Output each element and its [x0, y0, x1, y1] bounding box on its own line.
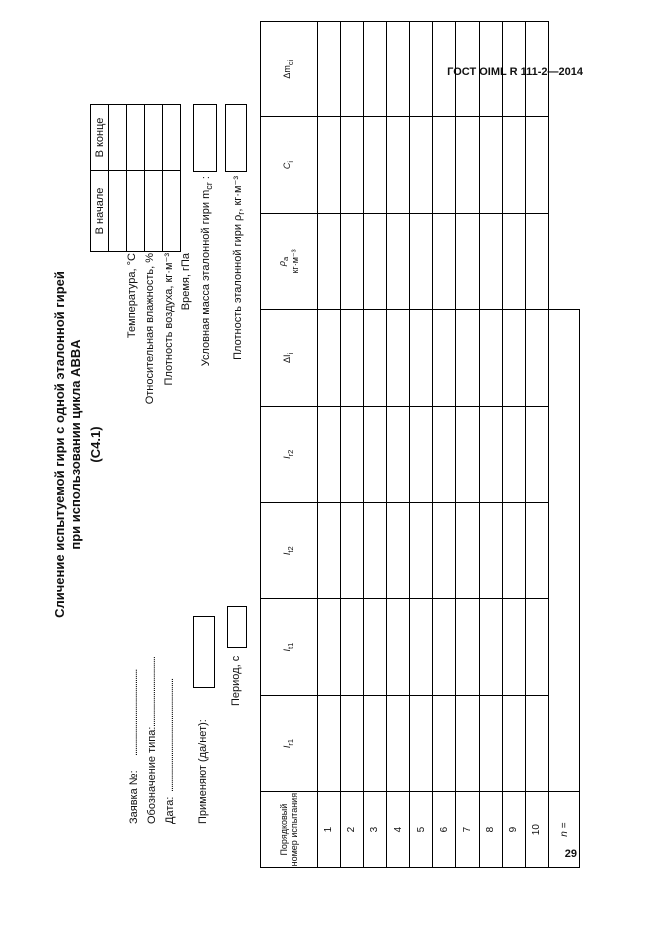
cell[interactable]	[317, 310, 340, 406]
applied-input[interactable]	[193, 616, 215, 688]
period-label: Период, с	[230, 655, 242, 706]
ref-density-label: Плотность эталонной гири $\rho_r$, кг·м⁻³	[232, 176, 247, 360]
row-number: 8	[479, 792, 502, 868]
header-delta-i: $\Delta I_i$	[261, 310, 318, 406]
cell[interactable]	[317, 406, 340, 502]
cell[interactable]	[363, 117, 386, 213]
cell[interactable]	[410, 117, 433, 213]
type-designation-field[interactable]: ..................................	[146, 657, 158, 727]
cell[interactable]	[387, 599, 410, 695]
cell[interactable]	[525, 310, 548, 406]
row-number: 5	[410, 792, 433, 868]
cell[interactable]	[456, 695, 479, 791]
header-rho-a: $\rho_a$ кг·м⁻³	[261, 213, 318, 309]
cell[interactable]	[387, 695, 410, 791]
cell[interactable]	[410, 406, 433, 502]
cell[interactable]	[387, 310, 410, 406]
cell[interactable]	[525, 695, 548, 791]
row-number: 7	[456, 792, 479, 868]
n-count-label: n =	[549, 792, 580, 868]
col-end-header: В конце	[91, 105, 109, 171]
row-number: 3	[363, 792, 386, 868]
air-density-end[interactable]	[145, 105, 163, 171]
cell[interactable]	[317, 695, 340, 791]
cell[interactable]	[410, 695, 433, 791]
temperature-start[interactable]	[109, 171, 127, 252]
cell[interactable]	[456, 502, 479, 598]
cell[interactable]	[363, 406, 386, 502]
cell[interactable]	[525, 599, 548, 695]
cell[interactable]	[433, 599, 456, 695]
cell[interactable]	[387, 406, 410, 502]
row-number: 6	[433, 792, 456, 868]
row-number: 9	[502, 792, 525, 868]
cell[interactable]	[525, 22, 548, 117]
page-number: 29	[564, 848, 577, 860]
cell[interactable]	[340, 310, 363, 406]
cell[interactable]	[525, 406, 548, 502]
title-line-2: при использовании цикла ABBA	[68, 339, 83, 550]
standard-header: ГОСТ OIML R 111-2—2014	[447, 66, 583, 78]
header-it1: $I_{t1}$	[261, 599, 318, 695]
cell[interactable]	[340, 117, 363, 213]
cell[interactable]	[410, 599, 433, 695]
cell[interactable]	[363, 310, 386, 406]
cell[interactable]	[387, 502, 410, 598]
cell[interactable]	[410, 22, 433, 117]
rotated-form	[40, 21, 580, 868]
cell[interactable]	[340, 695, 363, 791]
cell[interactable]	[387, 117, 410, 213]
ref-mass-input[interactable]	[193, 104, 217, 172]
humidity-label: Относительная влажность, %	[144, 253, 156, 405]
cell[interactable]	[340, 599, 363, 695]
cell[interactable]	[340, 502, 363, 598]
cell[interactable]	[456, 599, 479, 695]
date-field[interactable]: .......................................................	[164, 678, 176, 792]
cell[interactable]	[525, 117, 548, 213]
header-delta-m: $\Delta m_{ci}$	[261, 22, 318, 117]
cell[interactable]	[525, 213, 548, 309]
cell[interactable]	[410, 502, 433, 598]
cell[interactable]	[340, 22, 363, 117]
n-count-value[interactable]	[549, 310, 580, 792]
cell[interactable]	[340, 406, 363, 502]
cell[interactable]	[502, 502, 525, 598]
cell[interactable]	[433, 213, 456, 309]
cell[interactable]	[456, 22, 479, 117]
row-number: 1	[317, 792, 340, 868]
measurement-table	[260, 21, 580, 868]
cell[interactable]	[433, 117, 456, 213]
cell[interactable]	[317, 117, 340, 213]
header-c: $C_i$	[261, 117, 318, 213]
cell[interactable]	[363, 502, 386, 598]
temperature-end[interactable]	[109, 105, 127, 171]
header-num: Порядковый номер испытания	[261, 792, 318, 868]
cell[interactable]	[479, 117, 502, 213]
cell[interactable]	[502, 213, 525, 309]
cell[interactable]	[479, 213, 502, 309]
conditions-table	[90, 104, 181, 252]
period-input[interactable]	[227, 606, 247, 648]
cell[interactable]	[433, 695, 456, 791]
cell[interactable]	[525, 502, 548, 598]
cell[interactable]	[317, 22, 340, 117]
cell[interactable]	[340, 213, 363, 309]
air-density-start[interactable]	[145, 171, 163, 252]
header-it2: $I_{t2}$	[261, 502, 318, 598]
title-line-3: (С4.1)	[88, 426, 103, 463]
cell[interactable]	[410, 310, 433, 406]
cell[interactable]	[502, 117, 525, 213]
header-ir1: $I_{r1}$	[261, 695, 318, 791]
cell[interactable]	[433, 502, 456, 598]
row-number: 2	[340, 792, 363, 868]
time-end[interactable]	[163, 105, 181, 171]
air-density-label: Плотность воздуха, кг·м⁻³	[163, 253, 175, 386]
cell[interactable]	[479, 599, 502, 695]
request-label: Заявка №:	[128, 770, 140, 824]
cell[interactable]	[363, 695, 386, 791]
applied-label: Применяют (да/нет):	[197, 719, 209, 824]
cell[interactable]	[479, 695, 502, 791]
cell[interactable]	[433, 22, 456, 117]
col-start-header: В начале	[91, 171, 109, 252]
cell[interactable]	[456, 310, 479, 406]
cell[interactable]	[479, 310, 502, 406]
cell[interactable]	[502, 310, 525, 406]
cell[interactable]	[387, 213, 410, 309]
cell[interactable]	[502, 599, 525, 695]
row-number: 10	[525, 792, 548, 868]
type-designation-label: Обозначение типа:	[146, 726, 158, 824]
cell[interactable]	[479, 22, 502, 117]
title-line-1: Сличение испытуемой гири с одной эталонной гирей	[52, 271, 67, 618]
cell[interactable]	[479, 406, 502, 502]
cell[interactable]	[363, 213, 386, 309]
cell[interactable]	[363, 22, 386, 117]
temperature-label: Температура, °С	[126, 253, 138, 339]
cell[interactable]	[456, 117, 479, 213]
request-field[interactable]: ..........................................	[128, 669, 140, 756]
cell[interactable]	[363, 599, 386, 695]
humidity-end[interactable]	[127, 105, 145, 171]
row-number: 4	[387, 792, 410, 868]
cell[interactable]	[433, 406, 456, 502]
cell[interactable]	[502, 22, 525, 117]
cell[interactable]	[456, 213, 479, 309]
cell[interactable]	[502, 695, 525, 791]
header-ir2: $I_{r2}$	[261, 406, 318, 502]
cell[interactable]	[387, 22, 410, 117]
ref-density-input[interactable]	[225, 104, 247, 172]
ref-mass-label: Условная масса эталонной гири $m_{cr}$ :	[200, 176, 215, 367]
date-label: Дата:	[164, 796, 176, 824]
cell[interactable]	[479, 502, 502, 598]
cell[interactable]	[317, 502, 340, 598]
cell[interactable]	[456, 406, 479, 502]
time-label: Время, гПа	[180, 253, 192, 311]
cell[interactable]	[317, 213, 340, 309]
cell[interactable]	[410, 213, 433, 309]
cell[interactable]	[433, 310, 456, 406]
cell[interactable]	[502, 406, 525, 502]
cell[interactable]	[317, 599, 340, 695]
humidity-start[interactable]	[127, 171, 145, 252]
time-start[interactable]	[163, 171, 181, 252]
